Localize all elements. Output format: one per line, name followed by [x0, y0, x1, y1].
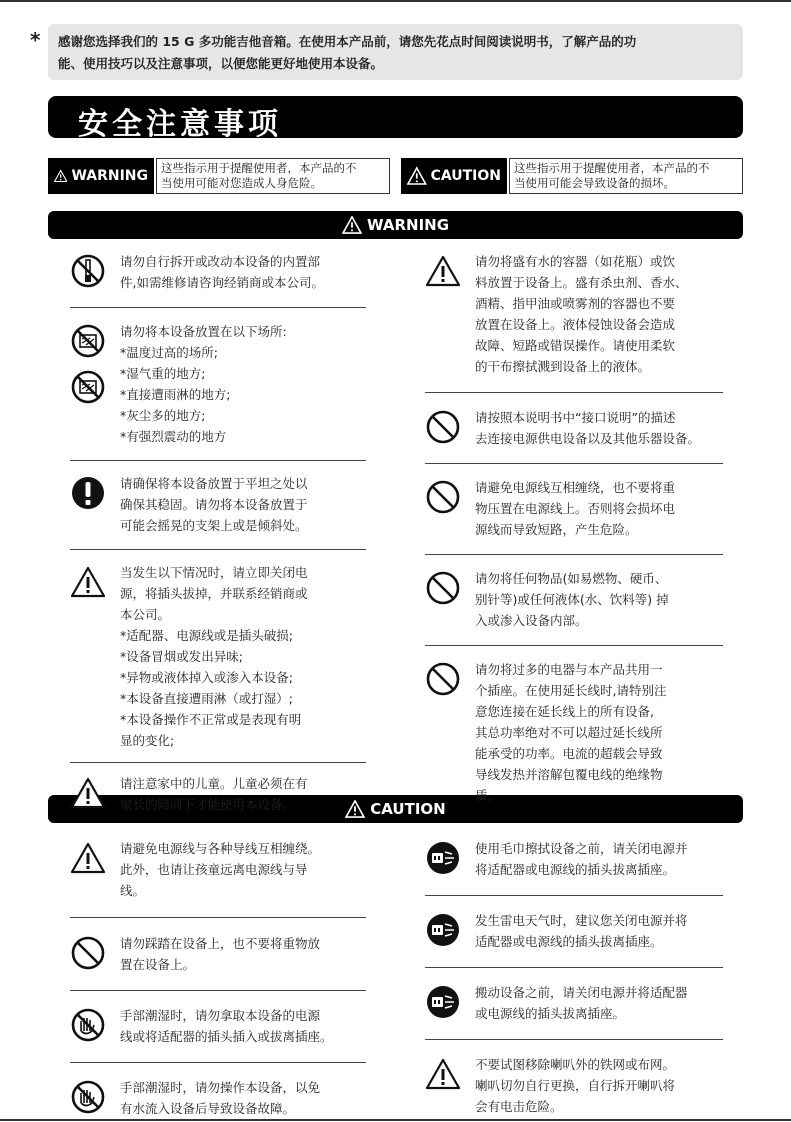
unplug-icon: [425, 840, 465, 880]
prohibited-icon: [425, 409, 465, 449]
intro-notice: [48, 24, 743, 80]
safety-item-text: [475, 910, 688, 952]
item-divider: [425, 895, 723, 896]
safety-item-text: [120, 562, 308, 751]
text-line: 物压置在电源线上。否则将会损坏电: [475, 501, 676, 516]
text-line: 件,如需维修请咨询经销商或本公司。: [120, 275, 324, 290]
text-line: 发生雷电天气时，建议您关闭电源并将: [475, 913, 688, 928]
text-line: 料放置于设备上。盛有杀虫剂、香水、: [475, 275, 688, 290]
text-line: 能承受的功率。电流的超载会导致: [475, 746, 663, 761]
text-line: 故障、短路或错误操作。请使用柔软: [475, 338, 676, 353]
text-line: 请勿将本设备放置在以下场所:: [120, 324, 287, 339]
safety-item-text: [120, 473, 308, 536]
caution-legend: [401, 158, 743, 194]
text-line: 线或将适配器的插头插入或拔离插座。: [120, 1029, 333, 1044]
text-line: 可能会摇晃的支架上或是倾斜处。: [120, 518, 308, 533]
safety-item-text: [120, 321, 287, 447]
prohibited-icon: [425, 479, 465, 519]
text-line: 意您连接在延长线上的所有设备,: [475, 704, 654, 719]
text-line: *本设备直接遭雨淋（或打湿）;: [120, 691, 293, 706]
warning-triangle-icon: [425, 1058, 465, 1094]
text-line: 适配器或电源线的插头拔离插座。: [475, 934, 663, 949]
item-divider: [425, 463, 723, 464]
text-line: 喇叭切勿自行更换，自行拆开喇叭将: [475, 1078, 676, 1093]
text-line: 放置在设备上。液体侵蚀设备会造成: [475, 317, 676, 332]
unplug-icon: [425, 984, 465, 1024]
safety-item-text: [475, 838, 688, 880]
item-divider: [425, 392, 723, 393]
safety-item-text: [475, 477, 675, 540]
warning-triangle-icon: [70, 842, 110, 878]
caution-legend-tag: [401, 158, 507, 194]
caution-section-title: CAUTION: [370, 800, 446, 818]
text-line: *异物或液体掉入或渗入本设备;: [120, 670, 293, 685]
text-line: 其总功率绝对不可以超过延长线所: [475, 725, 663, 740]
page-title-bar: [48, 96, 743, 142]
safety-item-text: [120, 773, 308, 815]
safety-item-text: [475, 251, 688, 377]
warning-triangle-icon: [54, 166, 67, 186]
warning-triangle-icon: [425, 255, 465, 291]
item-divider: [70, 307, 366, 308]
warning-legend-label: WARNING: [71, 168, 148, 184]
text-line: *温度过高的场所;: [120, 345, 218, 360]
caution-desc-line-2: 当使用可能会导致设备的损坏。: [514, 176, 675, 190]
safety-item-text: [120, 1077, 320, 1119]
prohibited-icon: [425, 570, 465, 610]
item-divider: [70, 549, 366, 550]
text-line: 确保其稳固。请勿将本设备放置于: [120, 497, 308, 512]
text-line: 源线而导致短路，产生危险。: [475, 522, 638, 537]
text-line: 或电源线的插头拔离插座。: [475, 1006, 626, 1021]
text-line: *本设备操作不正常或是表现有明: [120, 712, 302, 727]
item-divider: [425, 554, 723, 555]
warning-legend: [48, 158, 390, 194]
warning-desc-line-1: 这些指示用于提醒使用者，本产品的不: [161, 161, 357, 175]
text-line: 不要试图移除喇叭外的铁网或布网。: [475, 1057, 676, 1072]
mandatory-icon: [70, 475, 110, 515]
warning-desc-line-2: 当使用可能对您造成人身危险。: [161, 176, 322, 190]
text-line: *灰尘多的地方;: [120, 408, 206, 423]
text-line: 搬动设备之前，请关闭电源并将适配器: [475, 985, 688, 1000]
safety-item-text: [120, 933, 320, 975]
text-line: 请避免电源线互相缠绕，也不要将重: [475, 480, 676, 495]
item-divider: [70, 762, 366, 763]
warning-triangle-icon: [342, 216, 362, 234]
bottom-rule: [0, 1119, 791, 1121]
text-line: *有强烈震动的地方: [120, 429, 227, 444]
text-line: 的干布擦拭溅到设备上的液体。: [475, 359, 651, 374]
warning-section-title: WARNING: [366, 216, 450, 234]
text-line: 请勿自行拆开或改动本设备的内置部: [120, 254, 321, 269]
text-line: 请勿将过多的电器与本产品共用一: [475, 662, 663, 677]
warning-triangle-icon: [70, 777, 110, 813]
text-line: *直接遭雨淋的地方;: [120, 387, 231, 402]
text-line: 此外，也请让孩童远离电源线与导: [120, 862, 308, 877]
warning-section-header: [48, 211, 743, 239]
text-line: 请注意家中的儿童。儿童必须在有: [120, 776, 308, 791]
item-divider: [70, 460, 366, 461]
text-line: 别针等)或任何液体(水、饮料等) 掉: [475, 592, 669, 607]
text-line: 有水流入设备后导致设备故障。: [120, 1101, 296, 1116]
safety-item-text: [120, 251, 324, 293]
unplug-icon: [425, 912, 465, 952]
star-mark: *: [30, 28, 41, 52]
safety-item-text: [475, 982, 688, 1024]
text-line: 使用毛巾擦拭设备之前，请关闭电源并: [475, 841, 688, 856]
intro-line-2: 能、使用技巧以及注意事项，以便您能更好地使用本设备。: [58, 56, 384, 71]
text-line: 手部潮湿时，请勿操作本设备，以免: [120, 1080, 321, 1095]
item-divider: [70, 917, 366, 918]
caution-desc-line-1: 这些指示用于提醒使用者，本产品的不: [514, 161, 710, 175]
text-line: 去连接电源供电设备以及其他乐器设备。: [475, 431, 701, 446]
warning-legend-tag: [48, 158, 154, 194]
text-line: 显的变化;: [120, 733, 175, 748]
safety-item-text: [475, 407, 700, 449]
text-line: *湿气重的地方;: [120, 366, 206, 381]
prohibited-icon: [70, 935, 110, 975]
no-disassemble-icon: [70, 253, 110, 293]
no-wet-hands-icon: [70, 1079, 110, 1119]
text-line: *适配器、电源线或是插头破损;: [120, 628, 293, 643]
text-line: 酒精、指甲油或喷雾剂的容器也不要: [475, 296, 676, 311]
page-title: 安全注意事项: [78, 107, 282, 142]
caution-legend-desc: [509, 158, 743, 194]
text-line: 请勿将任何物品(如易燃物、硬币、: [475, 571, 668, 586]
safety-item-text: [475, 568, 669, 631]
text-line: 导线发热并溶解包覆电线的绝缘物: [475, 767, 663, 782]
warning-triangle-icon: [70, 566, 110, 602]
warning-legend-desc: [156, 158, 390, 194]
text-line: 会有电击危险。: [475, 1099, 563, 1114]
no-wet-hands-icon: [70, 1007, 110, 1047]
text-line: 请避免电源线与各种导线互相缠绕。: [120, 841, 321, 856]
text-line: 源，将插头拔掉，并联系经销商或: [120, 586, 308, 601]
caution-legend-label: CAUTION: [430, 168, 501, 184]
text-line: 请按照本说明书中“接口说明”的描述: [475, 410, 676, 425]
prohibited-icon: [425, 661, 465, 701]
text-line: 请勿踩踏在设备上，也不要将重物放: [120, 936, 321, 951]
safety-item-text: [120, 1005, 333, 1047]
intro-line-1: 感谢您选择我们的 15 G 多功能吉他音箱。在使用本产品前，请您先花点时间阅读说明书，了解产品的功: [58, 34, 637, 49]
item-divider: [425, 967, 723, 968]
warning-triangle-icon: [345, 800, 365, 818]
item-divider: [425, 645, 723, 646]
text-line: 本公司。: [120, 607, 171, 622]
text-line: 置在设备上。: [120, 957, 196, 972]
text-line: 请确保将本设备放置于平坦之处以: [120, 476, 308, 491]
item-divider: [70, 990, 366, 991]
safety-item-text: [120, 838, 320, 901]
text-line: 手部潮湿时，请勿拿取本设备的电源: [120, 1008, 321, 1023]
text-line: 入或渗入设备内部。: [475, 613, 588, 628]
no-location-icon: [70, 323, 110, 409]
text-line: 将适配器或电源线的插头拔离插座。: [475, 862, 676, 877]
text-line: 当发生以下情况时，请立即关闭电: [120, 565, 308, 580]
text-line: 个插座。在使用延长线时,请特别注: [475, 683, 667, 698]
safety-item-text: [475, 1054, 675, 1117]
top-rule: [0, 0, 791, 2]
text-line: 质。: [475, 788, 501, 803]
text-line: 线。: [120, 883, 146, 898]
item-divider: [70, 1062, 366, 1063]
text-line: 家长的陪同下才能使用本设备。: [120, 797, 296, 812]
text-line: *设备冒烟或发出异味;: [120, 649, 243, 664]
text-line: 请勿将盛有水的容器（如花瓶）或饮: [475, 254, 676, 269]
item-divider: [425, 1039, 723, 1040]
warning-triangle-icon: [407, 166, 427, 186]
safety-item-text: [475, 659, 666, 806]
